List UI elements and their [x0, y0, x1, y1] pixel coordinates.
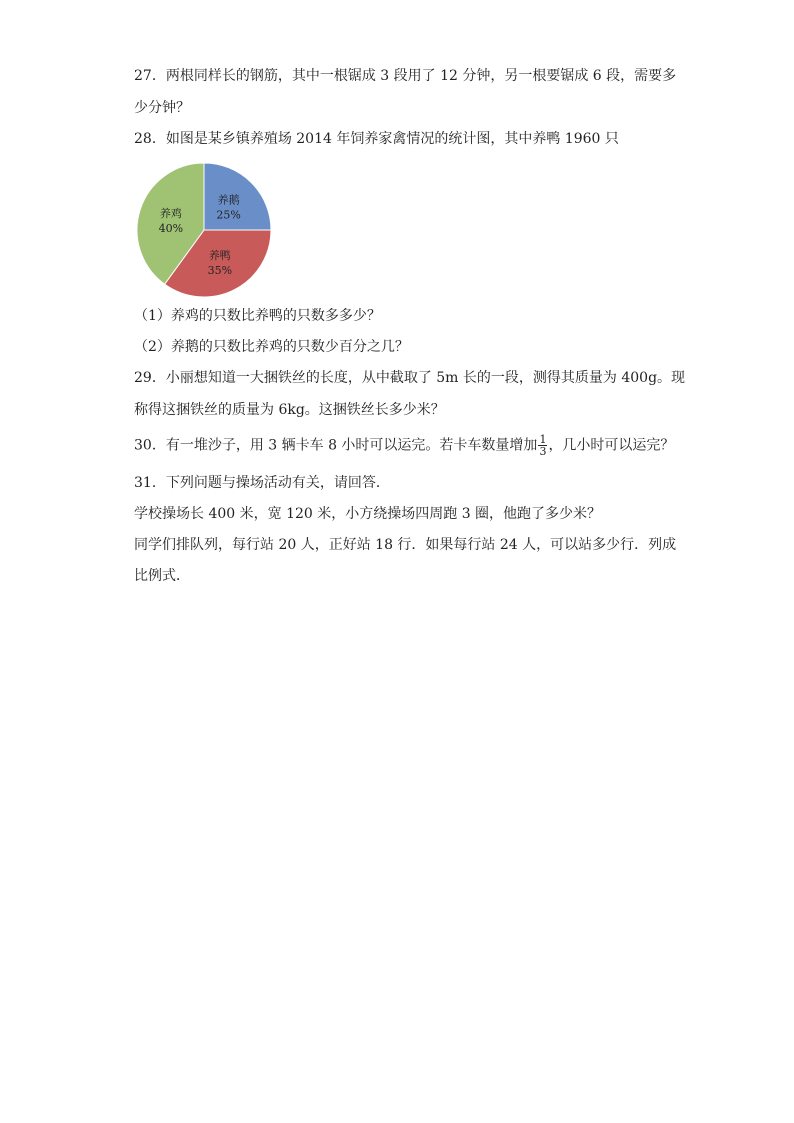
pie-slice-name-1: 养鹅	[217, 193, 240, 207]
q28-sub1: （1）养鸡的只数比养鸭的只数多多少？	[134, 308, 381, 324]
q27-line1: 27．两根同样长的钢筋，其中一根锯成 3 段用了 12 分钟，另一根要锯成 6 段，需要多	[134, 68, 677, 84]
q30-line	[134, 434, 674, 457]
q29-line2: 称得这捆铁丝的质量为 6kg。这捆铁丝长多少米？	[134, 402, 445, 418]
q28-stem: 28．如图是某乡镇养殖场 2014 年饲养家禽情况的统计图，其中养鸭 1960 只	[134, 131, 619, 147]
q28-sub2: （2）养鹅的只数比养鸡的只数少百分之几？	[134, 339, 409, 355]
q31-part2-line1: 同学们排队列，每行站 20 人，正好站 18 行．如果每行站 24 人，可以站多少行．列成	[134, 537, 677, 553]
q31-part1: 学校操场长 400 米，宽 120 米，小方绕操场四周跑 3 圈，他跑了多少米？	[134, 506, 602, 522]
q27-line2: 少分钟？	[134, 100, 190, 116]
q31-stem: 31．下列问题与操场活动有关，请回答．	[134, 475, 390, 491]
pie-slice-value-2: 35%	[207, 264, 233, 278]
fraction-denominator: 3	[539, 445, 547, 458]
q30-text-after: ，几小时可以运完？	[548, 437, 675, 454]
fraction-numerator: 1	[539, 433, 547, 446]
pie-chart	[134, 160, 274, 300]
pie-slice-value-1: 25%	[216, 208, 241, 222]
pie-slice-value-3: 40%	[158, 222, 184, 236]
fraction-one-third	[538, 434, 547, 457]
pie-slice-name-3: 养鸡	[159, 207, 182, 221]
pie-slice-name-2: 养鸭	[208, 249, 231, 263]
q30-text-before: 30．有一堆沙子，用 3 辆卡车 8 小时可以运完。若卡车数量增加	[134, 437, 538, 454]
q29-line1: 29．小丽想知道一大捆铁丝的长度，从中截取了 5m 长的一段，测得其质量为 400g。现	[134, 370, 686, 386]
q31-part2-line2: 比例式．	[134, 568, 190, 584]
